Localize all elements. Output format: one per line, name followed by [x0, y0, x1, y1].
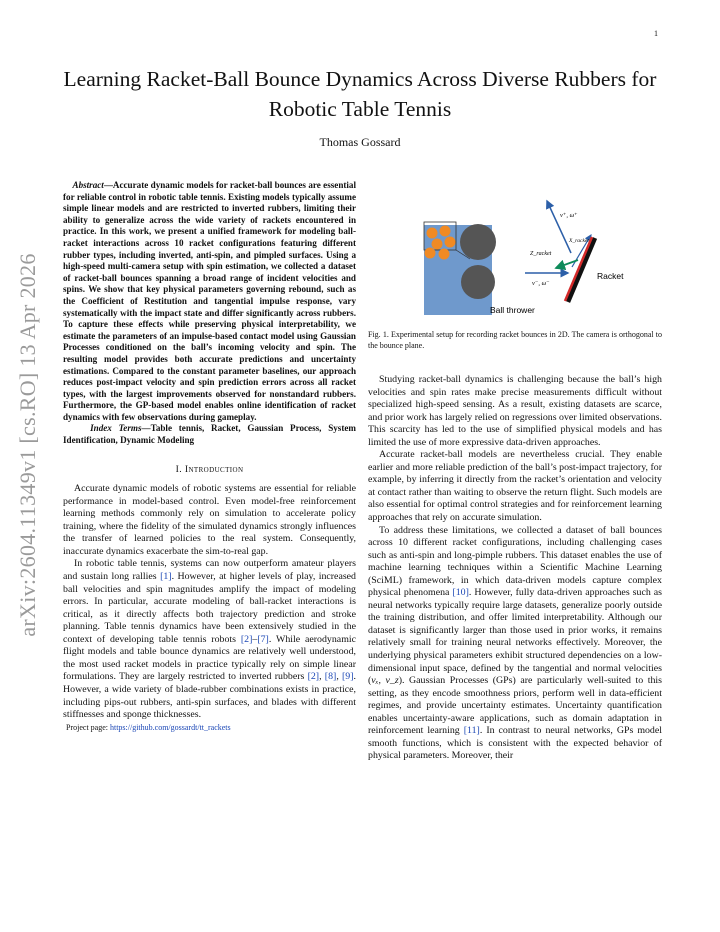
citation-link[interactable]: [1] — [160, 571, 172, 583]
text-run: . In contrast to neural networks, GPs model smooth functions, which is consistent with the expected behavior of physical parameters. Moreover, their — [368, 725, 662, 762]
racket-label: Racket — [597, 271, 624, 281]
racket-blade — [568, 238, 595, 302]
ball — [425, 248, 436, 259]
outgoing-velocity-label: v⁺, ω⁺ — [560, 212, 578, 219]
footnote-label: Project page: — [66, 722, 110, 732]
project-page-link[interactable]: https://github.com/gossardt/tt_rackets — [109, 722, 231, 732]
abstract-label: Abstract — [72, 180, 104, 190]
index-terms-label: Index Terms — [90, 423, 142, 434]
figure-experimental-setup — [410, 195, 640, 320]
text-run: , — [336, 671, 343, 683]
intro-paragraph-3: Studying racket-ball dynamics is challenging because the ball’s high velocities and spin rates make precise measurements difficult without specialized high-speed sensing. As a result, existing datasets are scarce, and prior work has largely relied on regressions over limited observations. This scarcity has led to the use of simplified physical models and has limited the use of more expressive data-driven approaches. — [368, 374, 662, 448]
citation-link[interactable]: [2] — [307, 671, 320, 683]
outgoing-velocity-arrow — [547, 201, 571, 253]
racket-diagram — [525, 201, 624, 302]
right-column — [368, 374, 662, 763]
ball-thrower-label: Ball thrower — [490, 305, 535, 315]
text-run: . While aerodynamic flight models and table bounce dynamics are relatively well understood, the most used racket models in practice typically rely on simple linear formulations. They are largely restricted to inverted rubbers — [63, 633, 356, 683]
intro-paragraph-5 — [368, 525, 662, 763]
citation-link[interactable]: [11] — [463, 725, 480, 737]
text-run: , — [319, 671, 325, 683]
abstract-text: —Accurate dynamic models for racket-ball bounces are essential for reliable control in robotic table tennis. Existing models typically assume simple linear models and are restricted to inverted rubbers, limiting their ability to generalize across the wide variety of rackets encountered in practice. In this work, we present a unified framework for modeling ball-racket interactions across 10 racket configurations featuring different rubber types, including inverted, anti-spin, and pimpled surfaces. Using a high-speed multi-camera setup with spin estimation, we collected a dataset of racket-ball bounces spanning a broad range of incident velocities and spins. We show that key physical parameters governing rebound, such as the Coefficient of Restitution and tangential impulse response, vary systematically with the impact state and differ significantly across rubbers. To capture these effects while preserving physical interpretability, we estimate the parameters of an impulse-based contact model using Gaussian Processes conditioned on the ball’s incoming velocity and spin. The resulting model provides both accurate predictions and uncertainty estimations. Compared to the constant parameter baselines, our approach reduces post-impact velocity and spin prediction errors across all racket types, with the largest improvements observed for nonstandard rubbers. Furthermore, the GP-based model enables online identification of racket dynamics with few observations during gameplay. — [63, 180, 357, 422]
text-run: . However, a wide variety of blade-rubber combinations exists in practice, including pips-out rubbers, anti-spin surfaces, and blades with different stiffnesses and sponge thicknesses. — [63, 671, 356, 721]
page-number: 1 — [654, 29, 658, 38]
z-racket-label: Z_racket — [530, 251, 552, 257]
ball — [432, 239, 443, 250]
arxiv-sidebar-stamp — [8, 205, 48, 685]
citation-link[interactable]: [2] — [240, 633, 253, 645]
intro-paragraph-4: Accurate racket-ball models are nevertheless crucial. They enable earlier and more reliable prediction of the ball’s post-impact trajectory, for example, by inferring it directly from the racket’s orientation and velocity at contact rather than waiting to observe the return flight. Such models are also essential for optimal control strategies and for reinforcement learning approaches that rely on accurate simulation. — [368, 449, 662, 524]
citation-link[interactable]: [9] — [342, 671, 354, 683]
wheel-top — [460, 224, 496, 260]
section-title: I. Introduction — [175, 463, 244, 475]
citation-link[interactable]: [8] — [324, 671, 337, 683]
math-inline: vₓ, v_z — [371, 675, 399, 687]
incoming-velocity-label: v⁻, ω⁻ — [532, 280, 550, 287]
section-heading-introduction — [63, 464, 356, 477]
racket-normal-axis — [556, 260, 578, 268]
text-run: – — [252, 633, 258, 645]
citation-link[interactable]: [10] — [452, 587, 469, 599]
intro-paragraph-1: Accurate dynamic models of robotic systems are essential for reliable performance in model-based control. Even model-free reinforcement learning methods commonly rely on simulation to accelerate policy training, where the fidelity of the simulated dynamics strongly influences the transfer of learned policies to the real system. Consequently, inaccurate dynamics exacerbate the sim-to-real gap. — [63, 483, 356, 557]
paper-title: Learning Racket-Ball Bounce Dynamics Across Diverse Rubbers for Robotic Table Tennis — [63, 67, 657, 121]
ball — [445, 237, 456, 248]
ball — [440, 226, 451, 237]
text-run: In robotic table tennis, systems can now outperform amateur players and sustain long rallies — [63, 558, 356, 583]
abstract — [63, 180, 356, 423]
text-run: . However, at higher levels of play, increased ball velocities and spin magnitudes amplify the impact of modeling errors. In particular, accurate modeling of ball-racket interactions is critical, as it directly affects both trajectory prediction and stroke planning. Table tennis dynamics have been extensively studied in the context of developing table tennis robots — [63, 571, 356, 645]
footnote-project-page — [63, 722, 356, 735]
wheel-bottom — [461, 265, 495, 299]
index-terms — [63, 423, 356, 446]
figure-caption: Fig. 1. Experimental setup for recording racket bounces in 2D. The camera is orthogonal to the bounce plane. — [368, 330, 662, 350]
ball — [439, 249, 450, 260]
text-run: ). Gaussian Processes (GPs) are particularly well-suited to this setting, as they encode smoothness priors, perform well in data-efficient regimes, and provide uncertainty estimates. Uncertainty quantification enables uncertainty-aware applications, such as domain adaptation in reinforcement learning — [368, 675, 662, 737]
paper-author: Thomas Gossard — [319, 135, 401, 149]
citation-link[interactable]: [7] — [257, 633, 269, 645]
text-run: To address these limitations, we collected a dataset of ball bounces across 10 different racket configurations, including challenging cases such as anti-spin and long-pimple rubbers. This dataset enables the use of machine learning techniques within a Scientific Machine Learning (SciML) framework, in which data-driven models capture complex physical phenomena — [368, 524, 662, 599]
intro-paragraph-2 — [63, 558, 356, 721]
racket-rubber — [565, 237, 592, 301]
x-racket-label: X_racket — [569, 238, 589, 244]
ball-thrower-diagram — [424, 222, 535, 315]
index-terms-text: —Table tennis, Racket, Gaussian Process, System Identification, Dynamic Modeling — [63, 423, 356, 446]
left-column — [63, 180, 356, 734]
arxiv-identifier: arXiv:2604.11349v1 [cs.RO] 13 Apr 2026 — [15, 253, 40, 637]
text-run: . However, fully data-driven approaches such as neural networks typically require large datasets, generalize poorly outside the training distribution, and offer limited interpretability. Although our dataset is significantly larger than those used in prior works, it remains relatively small for training neural networks effectively. Moreover, the underlying physical parameters exhibit structured dependencies on a low-dimensional input space, defined by the tangential and normal velocities ( — [368, 587, 662, 687]
ball — [427, 228, 438, 239]
